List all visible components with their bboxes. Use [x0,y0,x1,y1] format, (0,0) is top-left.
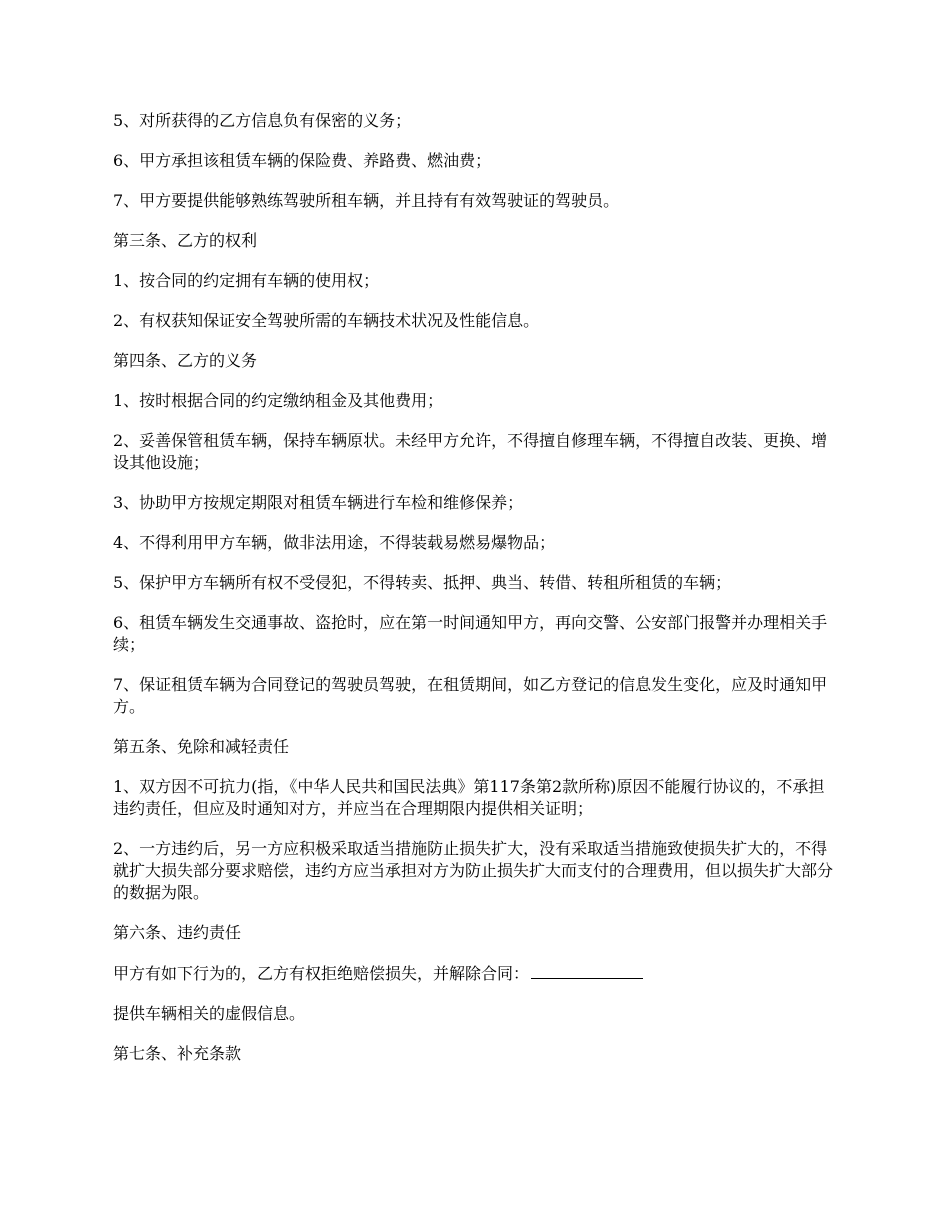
article-3-item-1: 1、按合同的约定拥有车辆的使用权； [113,271,380,290]
fill-in-blank-line [531,962,643,979]
article-4-heading: 第四条、乙方的义务 [113,351,258,370]
article-6-heading: 第六条、违约责任 [113,923,242,942]
clause-6-fees: 6、甲方承担该租赁车辆的保险费、养路费、燃油费； [113,151,492,170]
article-6-intro [113,962,840,985]
article-6-intro-text: 甲方有如下行为的，乙方有权拒绝赔偿损失，并解除合同： [113,964,530,983]
article-4-item-5: 5、保护甲方车辆所有权不受侵犯，不得转卖、抵押、典当、转借、转租所租赁的车辆； [113,573,732,592]
article-5-heading: 第五条、免除和减轻责任 [113,737,290,756]
article-4-item-3: 3、协助甲方按规定期限对租赁车辆进行车检和维修保养； [113,493,524,512]
clause-7-driver: 7、甲方要提供能够熟练驾驶所租车辆，并且持有有效驾驶证的驾驶员。 [113,191,620,210]
article-4-item-2: 2、妥善保管租赁车辆，保持车辆原状。未经甲方允许，不得擅自修理车辆，不得擅自改装、更换、增设其他设施； [113,431,828,472]
article-4-item-1: 1、按时根据合同的约定缴纳租金及其他费用； [113,391,444,410]
article-4-item-4: 4、不得利用甲方车辆，做非法用途，不得装载易燃易爆物品； [113,533,556,552]
article-4-item-6: 6、租赁车辆发生交通事故、盗抢时，应在第一时间通知甲方，再向交警、公安部门报警并办理相关手续； [113,613,828,654]
article-5-item-1: 1、双方因不可抗力(指，《中华人民共和国民法典》第117条第2款所称)原因不能履行协议的，不承担违约责任，但应及时通知对方，并应当在合理期限内提供相关证明； [113,777,825,818]
article-3-item-2: 2、有权获知保证安全驾驶所需的车辆技术状况及性能信息。 [113,311,540,330]
clause-5-confidentiality: 5、对所获得的乙方信息负有保密的义务； [113,111,412,130]
article-4-item-7: 7、保证租赁车辆为合同登记的驾驶员驾驶，在租赁期间，如乙方登记的信息发生变化，应及时通知甲方。 [113,675,828,716]
article-7-heading: 第七条、补充条款 [113,1044,242,1063]
article-5-item-2: 2、一方违约后，另一方应积极采取适当措施防止损失扩大，没有采取适当措施致使损失扩大的，不得就扩大损失部分要求赔偿，违约方应当承担对方为防止损失扩大而支付的合理费用，但以损失扩大部分的数据为限。 [113,839,834,902]
article-3-heading: 第三条、乙方的权利 [113,231,258,250]
document-body [113,110,840,1083]
article-6-item: 提供车辆相关的虚假信息。 [113,1004,306,1023]
